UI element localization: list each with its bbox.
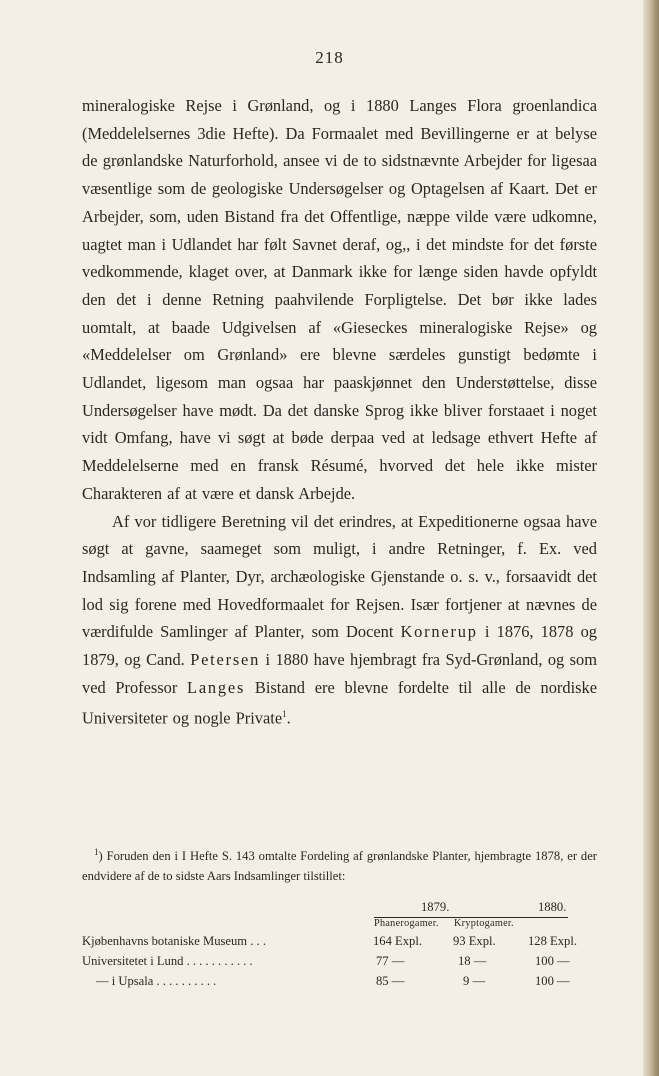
paragraph-2-text-c: i 1880 have hjembragt fra Syd-Grønland, og som ved Professor xyxy=(82,650,597,697)
footnote-reference: 1 xyxy=(282,709,287,720)
table-row xyxy=(82,934,597,954)
body-text xyxy=(82,92,597,733)
paragraph-2-text-b: i 1876, 1878 og 1879, og Cand. xyxy=(82,622,597,670)
kryptogamer-cell: 18 — xyxy=(458,954,487,968)
table-column-header xyxy=(82,918,597,934)
paragraph-2-end: . xyxy=(286,708,291,728)
kryptogamer-cell: 93 Expl. xyxy=(453,934,496,948)
total-1880-cell: 100 — xyxy=(535,974,570,988)
footnote xyxy=(82,843,597,886)
kryptogamer-cell: 9 — xyxy=(463,974,486,988)
person-name-kornerup: Kornerup xyxy=(400,622,478,642)
total-1880-cell: 100 — xyxy=(535,954,570,968)
institution-cell: Kjøbenhavns botaniske Museum . . . xyxy=(82,934,266,948)
page-edge xyxy=(643,0,659,1076)
footnote-marker: 1 xyxy=(94,847,99,857)
phanerogamer-cell: 77 — xyxy=(376,954,405,968)
phanerogamer-cell: 85 — xyxy=(376,974,405,988)
paragraph-1: mineralogiske Rejse i Grønland, og i 1880 Langes Flora groenlandica (Meddelelsernes 3die Hefte). Da Formaalet med Bevillingerne er at belyse de grønlandske Naturforhold, ansee vi de to sidstnævnte Arbejder for ligesaa væsentlige som de geologiske Undersøgelser og Optagelsen af Kaart. Det er Arbejder, som, uden Bistand fra det Offentlige, næppe vilde være udkomne, uagtet man i Udlandet har følt Savnet deraf, og,, i det mindste for det første vedkommende, klaget over, at Danmark ikke for længe siden havde opfyldt den det i denne Retning paahvilende Forpligtelse. Det bør ikke lades uomtalt, at baade Udgivelsen af «Gieseckes mineralogiske Rejse» og «Meddelelser om Grønland» ere blevne særdeles gunstigt bedømte i Udlandet, ligesom man ogsaa har paaskjønnet den Understøttelse, disse Undersøgelser have mødt. Da det danske Sprog ikke bliver forstaaet i noget vidt Omfang, have vi søgt at bøde derpaa ved at ledsage ethvert Hefte af Meddelelserne med en fransk Résumé, hvorved det hele ikke mister Charakteren af at være et dansk Arbejde. xyxy=(82,96,597,503)
person-name-langes: Langes xyxy=(187,677,246,697)
paragraph-2-text-d: Bistand ere blevne fordelte til alle de nordiske Universiteter og nogle Private xyxy=(82,677,597,728)
person-name-petersen: Petersen xyxy=(190,650,261,670)
paragraph-2-text-a: Af vor tidligere Beretning vil det erindres, at Expeditionerne ogsaa have søgt at gavne, saameget som muligt, i andre Retninger, f. Ex. ved Indsamling af Planter, Dyr, archæologiske Gjenstande o. s. v., forsaavidt det lod sig forene med Hovedformaalet for Rejsen. Især fortjener at nævnes de værdifulde Samlinger af Planter, som Docent xyxy=(82,511,597,642)
year-1880-label: 1880. xyxy=(538,900,567,914)
phanerogamer-cell: 164 Expl. xyxy=(373,934,422,948)
institution-cell: — i Upsala . . . . . . . . . . xyxy=(96,974,217,988)
distribution-table xyxy=(82,934,597,994)
column-kryptogamer: Kryptogamer. xyxy=(454,918,514,929)
table-row xyxy=(82,954,597,974)
table-row xyxy=(82,974,597,994)
column-phanerogamer: Phanerogamer. xyxy=(374,918,439,929)
institution-cell: Universitetet i Lund . . . . . . . . . . . xyxy=(82,954,253,968)
total-1880-cell: 128 Expl. xyxy=(528,934,577,948)
year-1879-label: 1879. xyxy=(421,900,450,914)
footnote-text xyxy=(82,843,597,886)
paragraph-2 xyxy=(82,508,597,733)
page-number: 218 xyxy=(315,48,344,67)
footnote-body: ) Foruden den i I Hefte S. 143 omtalte Fordeling af grønlandske Planter, hjembragte 1878, er der endvidere af de to sidste Aars Indsamlinger tilstillet: xyxy=(82,849,597,883)
